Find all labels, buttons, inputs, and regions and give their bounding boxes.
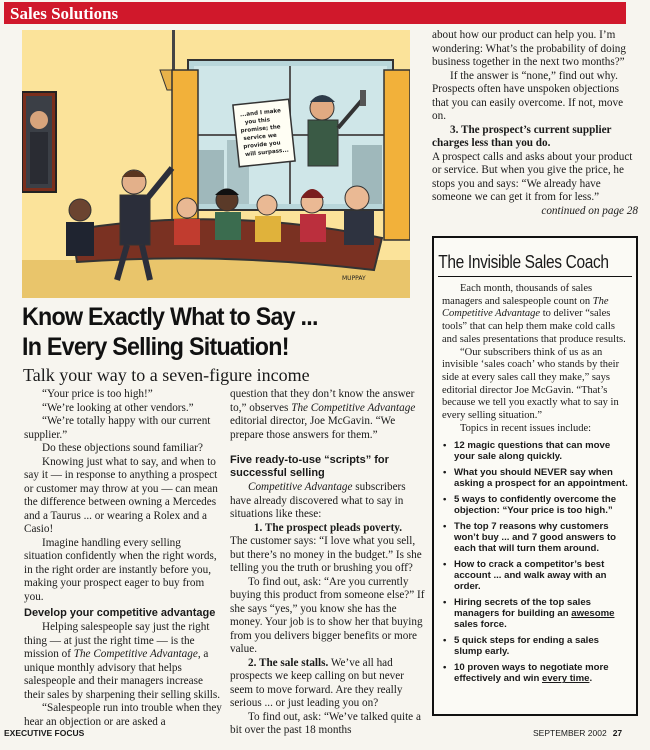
svg-text:...and I make: ...and I make	[239, 108, 282, 119]
paragraph: “Salespeople run into trouble when they hear an objection or are asked a	[24, 702, 222, 728]
svg-text:service we: service we	[243, 132, 278, 143]
paragraph: question that they don’t know the answer to,” observes The Competitive Advantage editorial director, Joe McGavin. “We prepare those answers for them.”	[230, 388, 416, 441]
paragraph: Helping salespeople say just the right thing — at just the right time — is the mission of The Competitive Advantage, a unique monthly advisory that helps salespeople and their managers increase their sales by sharpening their selling skills.	[24, 621, 221, 701]
headline	[22, 302, 389, 362]
quote-2: “We’re looking at other vendors.”	[42, 401, 194, 414]
svg-text:promise; the: promise; the	[240, 124, 281, 135]
svg-text:will surpass...: will surpass...	[244, 147, 290, 159]
list-item: • What you should NEVER say when asking a prospect for an appointment.	[443, 467, 628, 490]
footer-date: SEPTEMBER 2002	[533, 728, 607, 738]
sidebar-title: The Invisible Sales Coach	[438, 252, 609, 272]
paragraph: Each month, thousands of sales managers and salespeople count on The Competitive Advantage to deliver “sales tools” that can help them make cold calls and sales presentations that produce results.	[442, 283, 626, 345]
paragraph: To find out, ask: “Are you currently buying this product from someone else?” If she says “yes,” you know she has the money. Your job is to show her that buying from you delivers bigger benefits or more value.	[230, 575, 425, 655]
topics-list	[442, 440, 628, 684]
article-column-2	[230, 388, 426, 738]
paragraph: To find out, ask: “We’ve talked quite a bit over the past 18 months	[230, 710, 421, 736]
sidebar-body	[434, 277, 636, 684]
paragraph: Do these objections sound familiar?	[42, 442, 203, 454]
article-column-1	[24, 388, 222, 729]
section-heading: Five ready-to-use “scripts” for successful selling	[230, 454, 389, 479]
sidebar-box	[432, 236, 638, 716]
script-heading-1: 1. The prospect pleads poverty.	[253, 521, 403, 534]
footer-date-page	[533, 728, 622, 738]
artist-signature: MUPPAY	[342, 275, 366, 282]
meeting-cartoon	[22, 30, 410, 298]
paragraph: The customer says: “I love what you sell, but there’s no money in the budget.” Is she telling you the truth or brushing you off?	[230, 535, 422, 574]
paragraph: Topics in recent issues include:	[460, 422, 592, 434]
list-item: • 10 proven ways to negotiate more effectively and win every time.	[443, 662, 609, 685]
section-heading: Develop your competitive advantage	[24, 607, 216, 619]
paragraph: Imagine handling every selling situation confidently when the right words, in the right order are instantly before you, making your prospect eager to buy from you.	[24, 536, 217, 603]
footer-publication: EXECUTIVE FOCUS	[4, 728, 85, 738]
list-item: • How to crack a competitor’s best account ... and walk away with an order.	[443, 559, 607, 593]
section-label: Sales Solutions	[10, 4, 119, 23]
quote-1: “Your price is too high!”	[42, 388, 153, 400]
cartoon-illustration	[22, 30, 410, 298]
list-item: • 12 magic questions that can move your sale along quickly.	[443, 440, 611, 463]
quote-3: “We’re totally happy with our current supplier.”	[24, 415, 211, 441]
paragraph: Competitive Advantage subscribers have already discovered what to say in situations like these:	[230, 481, 406, 520]
list-item: • Hiring secrets of the top sales managers for building an awesome sales force.	[443, 597, 615, 631]
list-item: • 5 ways to confidently overcome the objection: “Your price is too high.”	[443, 494, 617, 517]
paragraph: A prospect calls and asks about your product or service. But when you give the price, he stops you and says: “We already have someone we can get it from for less.”	[432, 150, 633, 203]
list-item: • The top 7 reasons why customers won’t buy ... and 7 good answers to each that will turn them around.	[443, 521, 617, 555]
headline-line-1: Know Exactly What to Say ...	[22, 303, 318, 331]
svg-text:you this: you this	[244, 117, 271, 126]
list-item: • 5 quick steps for ending a sales slump early.	[443, 635, 600, 658]
paragraph: about how our product can help you. I’m wondering: What’s the probability of doing business together in the next two months?”	[432, 29, 626, 68]
section-header-band	[4, 2, 626, 24]
paragraph: If the answer is “none,” find out why. Prospects often have unspoken objections that you can easily overcome. If not, move on.	[432, 69, 624, 122]
page-number: 27	[612, 728, 623, 738]
headline-line-2: In Every Selling Situation!	[22, 333, 289, 361]
paragraph: “Our subscribers think of us as an invisible ‘sales coach’ who stands by their side at every sales call they make,” says editorial director Joe McGavin. “That’s because we tell you exactly what to say in every selling situation.”	[442, 346, 620, 422]
continued-note: continued on page 28	[541, 204, 638, 217]
svg-text:provide you: provide you	[243, 140, 281, 151]
subhead: Talk your way to a seven-figure income	[23, 365, 310, 385]
article-column-3	[432, 29, 638, 218]
script-heading-3: 3. The prospect’s current supplier charges less than you do.	[432, 123, 612, 149]
paragraph: 2. The sale stalls. We’ve all had prospects we keep calling on but never seem to move forward. Are they really serious ... or just leading you on?	[230, 656, 404, 709]
paragraph: Knowing just what to say, and when to say it — in response to anything a prospect or customer may throw at you — can mean the difference between owning a Mercedes and a Taurus ... or wearing a Rolex and a Casio!	[24, 455, 218, 535]
